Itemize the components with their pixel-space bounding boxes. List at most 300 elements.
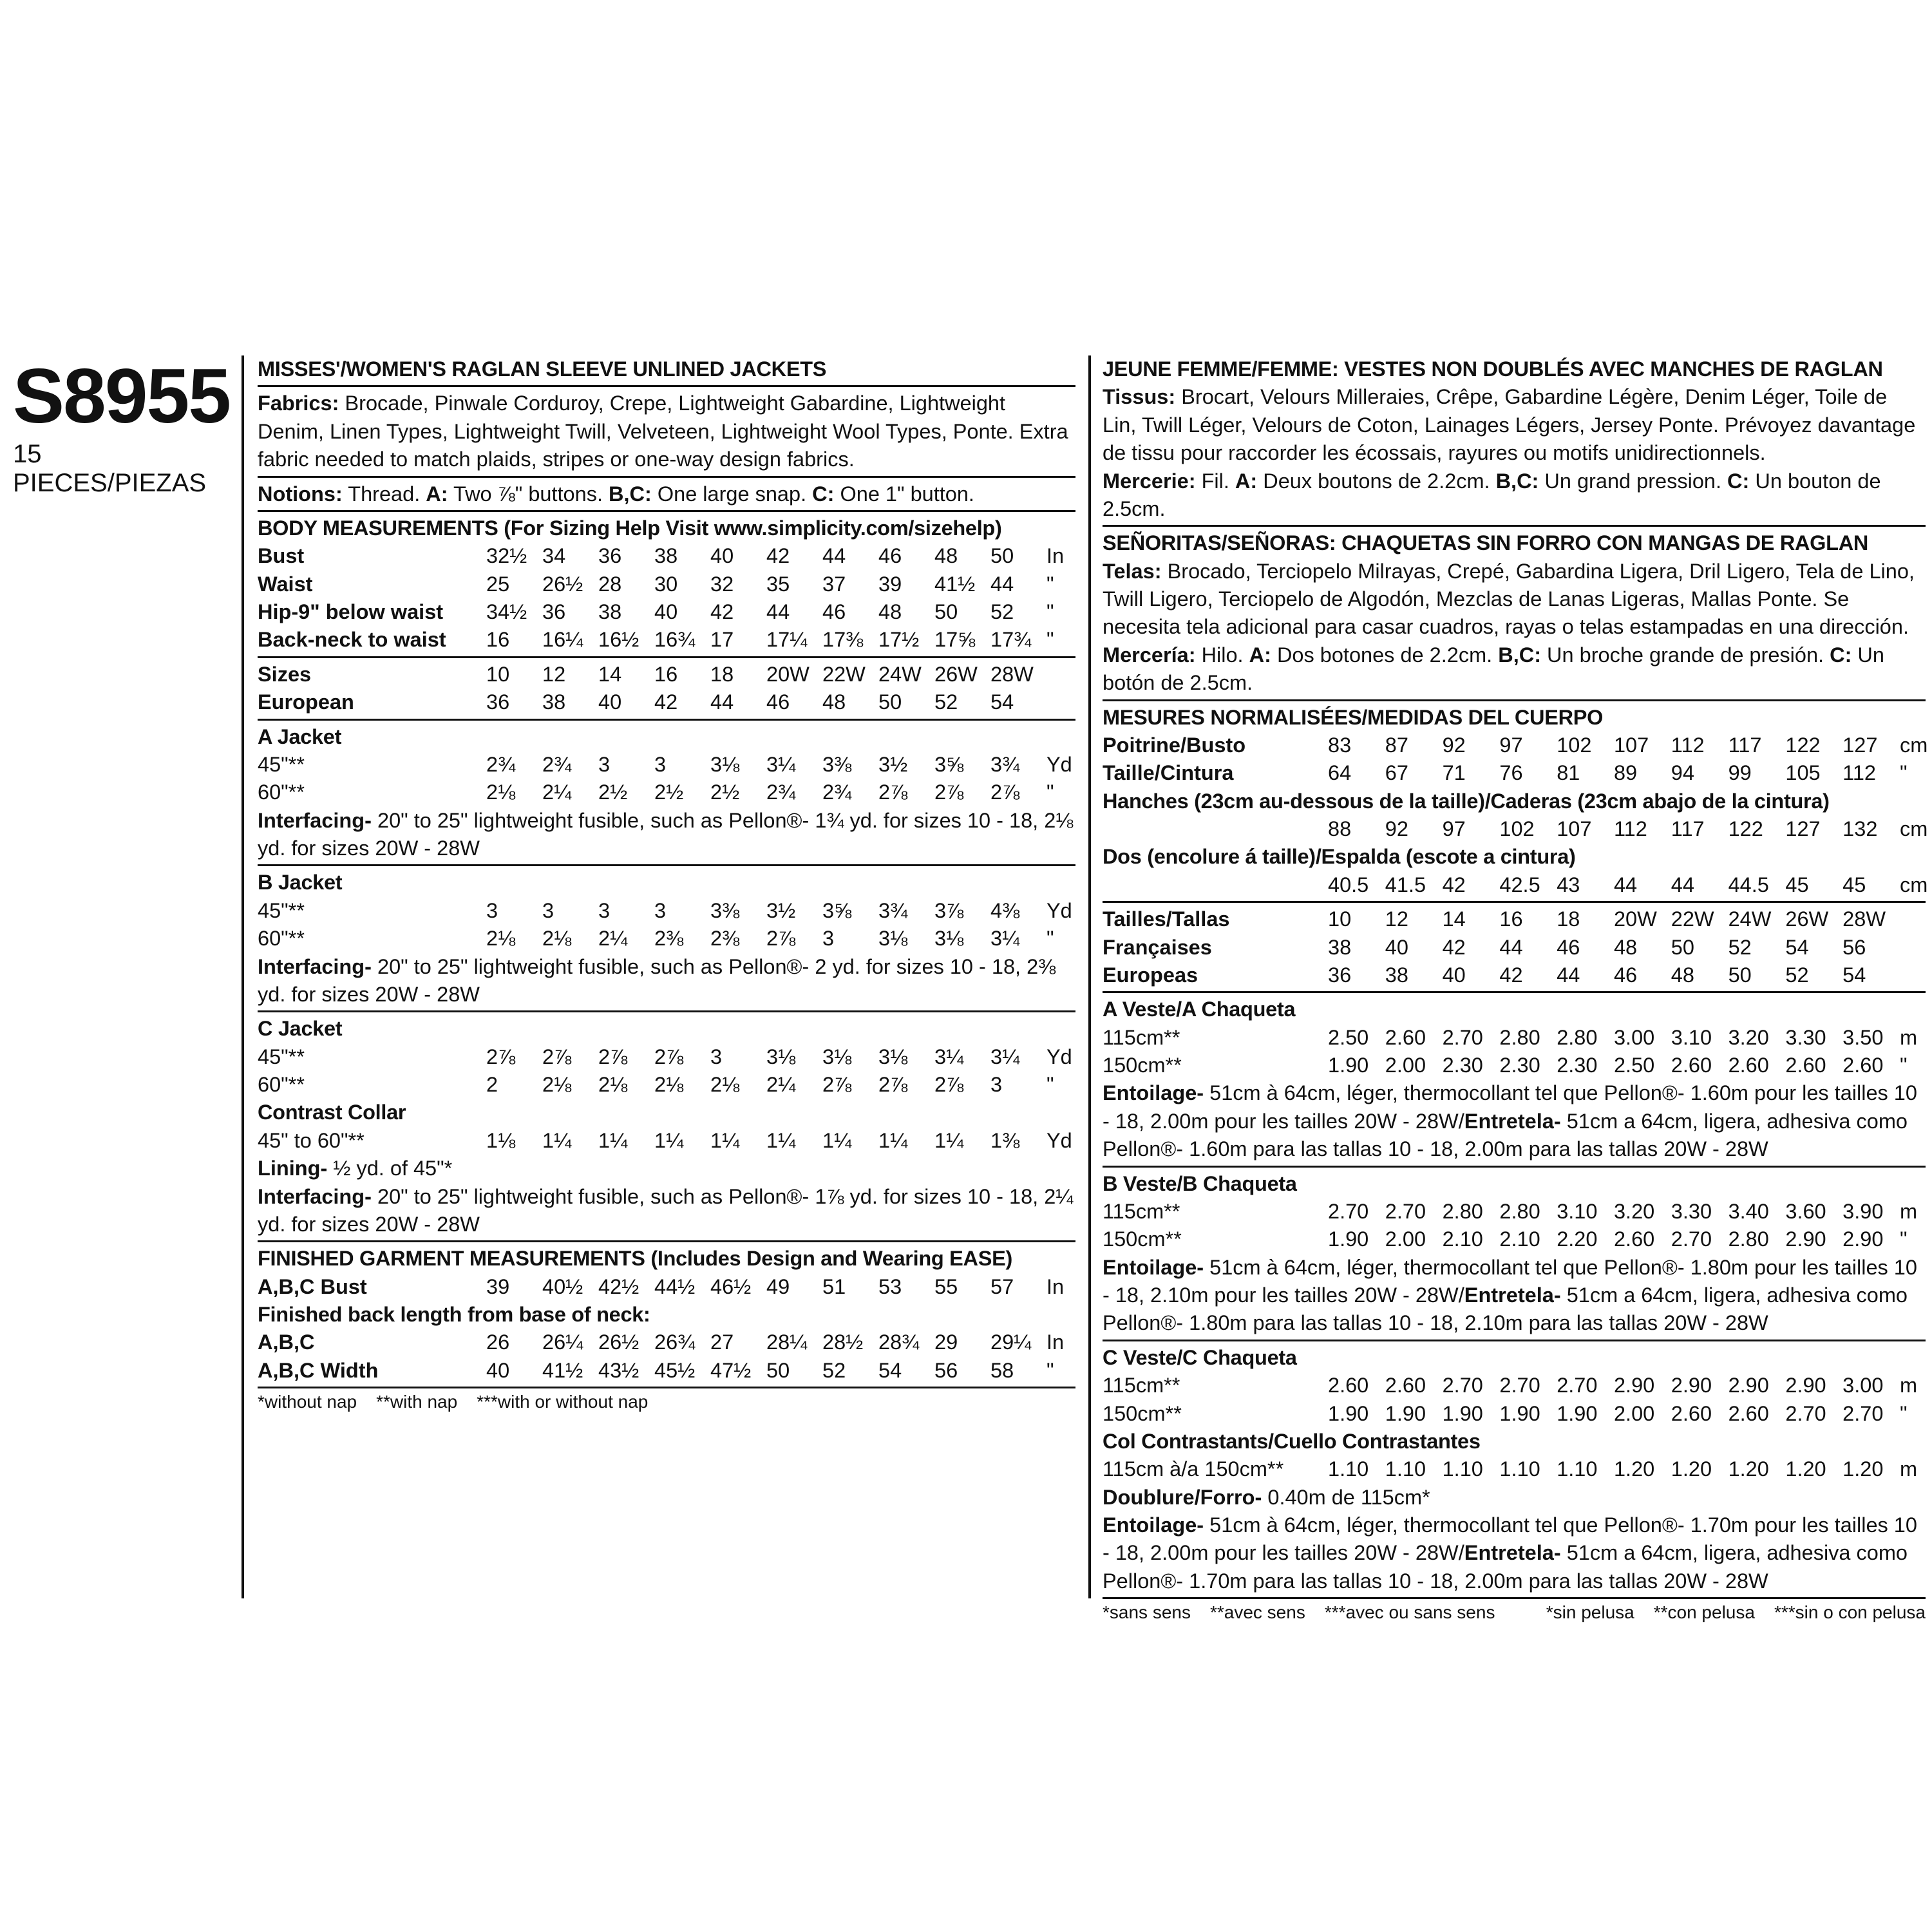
table-cell: 40½ xyxy=(542,1274,583,1298)
table-cell: 2¼ xyxy=(598,927,628,951)
c-veste-title: C Veste/C Chaqueta xyxy=(1103,1345,1297,1369)
sizes-table xyxy=(258,661,1075,717)
table-cell: 1¼ xyxy=(934,1128,964,1152)
table-cell: 1.90 xyxy=(1557,1401,1598,1425)
table-cell: 2.90 xyxy=(1728,1374,1769,1397)
divider xyxy=(1103,901,1926,903)
table-cell: 50 xyxy=(766,1358,790,1382)
divider xyxy=(258,385,1075,387)
doublure-text: Doublure/Forro- 0.40m de 115cm* xyxy=(1103,1485,1430,1509)
table-cell: 44 xyxy=(1557,963,1580,987)
table-cell: 1.10 xyxy=(1385,1457,1426,1481)
table-cell: 64 xyxy=(1328,761,1352,785)
pattern-number: S8955 xyxy=(13,353,230,439)
table-row xyxy=(258,779,1075,806)
row-label: 115cm** xyxy=(1103,1199,1180,1223)
table-cell: 26 xyxy=(486,1331,510,1354)
table-cell: 2.80 xyxy=(1442,1199,1483,1223)
table-row xyxy=(1103,815,1926,843)
row-label: Françaises xyxy=(1103,935,1212,959)
table-cell: 2.80 xyxy=(1557,1025,1598,1049)
table-cell: 36 xyxy=(598,544,622,568)
table-cell: 45 xyxy=(1842,873,1866,896)
divider xyxy=(1103,525,1926,527)
table-row xyxy=(1103,871,1926,899)
table-cell: 1¼ xyxy=(822,1128,852,1152)
table-cell: 40 xyxy=(486,1358,510,1382)
table-cell: 52 xyxy=(822,1358,846,1382)
table-row xyxy=(1103,961,1926,989)
table-cell: 3 xyxy=(654,752,667,776)
divider xyxy=(258,719,1075,721)
table-cell: 46 xyxy=(822,600,846,623)
finished-measurements-heading: FINISHED GARMENT MEASUREMENTS (Includes Design and Wearing EASE) xyxy=(258,1247,1012,1271)
table-cell: 52 xyxy=(1728,935,1752,959)
row-label xyxy=(1103,815,1328,843)
unit-cell: " xyxy=(1046,781,1054,804)
table-cell: 2.50 xyxy=(1613,1054,1655,1077)
table-row xyxy=(1103,1226,1926,1253)
c-veste-table xyxy=(1103,1372,1926,1428)
table-cell: 2⅞ xyxy=(934,1073,964,1096)
table-cell: 26¼ xyxy=(542,1331,583,1354)
measures-table xyxy=(1103,732,1926,788)
unit-cell xyxy=(1900,961,1926,989)
table-cell: 45 xyxy=(1785,873,1809,896)
table-cell: 46 xyxy=(766,690,790,714)
fr-es-footnotes xyxy=(1103,1600,1926,1624)
unit-cell: " xyxy=(1900,1401,1908,1425)
table-cell: 54 xyxy=(1785,935,1809,959)
table-cell: 3 xyxy=(654,898,667,922)
table-cell: 1¼ xyxy=(542,1128,572,1152)
table-cell: 83 xyxy=(1328,733,1352,757)
table-cell: 36 xyxy=(542,600,566,623)
table-cell: 38 xyxy=(654,544,678,568)
b-jacket-yardage-table xyxy=(258,897,1075,953)
a-jacket-yardage-table xyxy=(258,751,1075,807)
table-cell: 3⅞ xyxy=(934,898,964,922)
table-cell: 2⅜ xyxy=(654,927,684,951)
row-label: Europeas xyxy=(1103,963,1198,987)
table-cell: 16 xyxy=(486,628,510,652)
table-cell: 48 xyxy=(1671,963,1694,987)
footnotes-fr xyxy=(1103,1600,1514,1624)
table-cell: 52 xyxy=(990,600,1014,623)
table-cell: 3¾ xyxy=(990,752,1020,776)
table-cell: 46 xyxy=(878,544,902,568)
table-cell: 14 xyxy=(1442,907,1466,931)
table-cell: 40.5 xyxy=(1328,873,1369,896)
table-cell: 40 xyxy=(710,544,734,568)
row-label: A,B,C Bust xyxy=(258,1274,367,1298)
table-row xyxy=(1103,1052,1926,1079)
col-contrastants-title: Col Contrastants/Cuello Contrastantes xyxy=(1103,1429,1481,1453)
table-cell: 1⅜ xyxy=(990,1128,1020,1152)
table-cell: 107 xyxy=(1613,733,1649,757)
row-label: 45" to 60"** xyxy=(258,1128,365,1152)
table-cell: 2⅞ xyxy=(934,781,964,804)
table-cell: 28½ xyxy=(822,1331,864,1354)
unit-cell: cm xyxy=(1900,817,1928,840)
table-cell: 2.60 xyxy=(1613,1227,1655,1251)
table-cell: 2.80 xyxy=(1728,1227,1769,1251)
table-cell: 132 xyxy=(1842,817,1878,840)
table-cell: 44 xyxy=(766,600,790,623)
unit-cell: m xyxy=(1900,1025,1918,1049)
table-cell: 38 xyxy=(598,600,622,623)
table-cell: 2.70 xyxy=(1842,1401,1884,1425)
table-cell: 2¾ xyxy=(542,752,572,776)
table-cell: 2⅞ xyxy=(598,1045,628,1068)
c-jacket-yardage-table xyxy=(258,1043,1075,1099)
table-cell: 2.00 xyxy=(1385,1054,1426,1077)
unit-cell xyxy=(1046,661,1075,688)
table-cell: 2⅞ xyxy=(542,1045,572,1068)
merceria-text: Mercería: Hilo. A: Dos botones de 2.2cm. B,C: Un broche grande de presión. C: Un botón de 2.5cm. xyxy=(1103,643,1884,695)
unit-cell: " xyxy=(1900,1054,1908,1077)
table-cell: 3 xyxy=(710,1045,723,1068)
table-cell: 51 xyxy=(822,1274,846,1298)
table-row xyxy=(258,661,1075,688)
table-cell: 3¼ xyxy=(934,1045,964,1068)
notions-text: Notions: Thread. A: Two ⅞" buttons. B,C: One large snap. C: One 1" button. xyxy=(258,482,974,506)
table-cell: 2¼ xyxy=(766,1073,796,1096)
table-cell: 1.20 xyxy=(1671,1457,1712,1481)
table-cell: 22W xyxy=(822,662,866,686)
table-cell: 40 xyxy=(598,690,622,714)
table-cell: 3.90 xyxy=(1842,1199,1884,1223)
table-cell: 22W xyxy=(1671,907,1714,931)
divider xyxy=(1103,1597,1926,1599)
table-cell: 1¼ xyxy=(710,1128,740,1152)
tissus-text: Tissus: Brocart, Velours Milleraies, Crêpe, Gabardine Légère, Denim Léger, Toile de Lin, Twill Léger, Velours de Coton, Lainages Légers, Jersey Ponte. Prévoyez davantage de tissu pour raccorder les écossais, rayures ou motifs unidirectionnels. xyxy=(1103,385,1916,465)
table-row xyxy=(258,1071,1075,1099)
table-cell: 3⅛ xyxy=(878,1045,908,1068)
table-cell: 39 xyxy=(878,572,902,596)
table-cell: 112 xyxy=(1842,761,1876,785)
table-row xyxy=(258,751,1075,779)
table-cell: 35 xyxy=(766,572,790,596)
unit-cell: " xyxy=(1046,1358,1054,1382)
table-row xyxy=(258,598,1075,626)
unit-cell: " xyxy=(1046,1073,1054,1096)
table-cell: 2⅛ xyxy=(486,781,516,804)
unit-cell: Yd xyxy=(1046,1128,1072,1152)
spanish-title: SEÑORITAS/SEÑORAS: CHAQUETAS SIN FORRO CON MANGAS DE RAGLAN xyxy=(1103,531,1869,555)
table-row xyxy=(258,1043,1075,1071)
table-cell: 20W xyxy=(1613,907,1657,931)
table-cell: 40 xyxy=(1442,963,1466,987)
table-cell: 2.90 xyxy=(1613,1374,1655,1397)
table-cell: 39 xyxy=(486,1274,510,1298)
table-cell: 2⅞ xyxy=(654,1045,684,1068)
table-cell: 49 xyxy=(766,1274,790,1298)
table-cell: 17¾ xyxy=(990,628,1032,652)
row-label: Hip-9" below waist xyxy=(258,600,444,623)
table-cell: 37 xyxy=(822,572,846,596)
table-cell: 2⅛ xyxy=(710,1073,740,1096)
finished-bust-table xyxy=(258,1273,1075,1301)
table-cell: 107 xyxy=(1557,817,1592,840)
table-cell: 47½ xyxy=(710,1358,752,1382)
table-row xyxy=(1103,1455,1926,1483)
divider-middle xyxy=(1088,355,1091,1598)
table-cell: 42½ xyxy=(598,1274,639,1298)
footnote: ***sin o con pelusa xyxy=(1774,1602,1926,1623)
table-cell: 2⅞ xyxy=(878,1073,908,1096)
table-cell: 2½ xyxy=(654,781,684,804)
unit-cell: cm xyxy=(1900,733,1928,757)
row-label: 60"** xyxy=(258,927,305,951)
row-label: 45"** xyxy=(258,752,305,776)
unit-cell: cm xyxy=(1900,873,1928,896)
row-label: 60"** xyxy=(258,781,305,804)
row-label: Sizes xyxy=(258,662,312,686)
table-cell: 2.70 xyxy=(1557,1374,1598,1397)
table-cell: 42 xyxy=(1442,873,1466,896)
table-row xyxy=(1103,1400,1926,1428)
table-cell: 56 xyxy=(934,1358,958,1382)
table-cell: 26½ xyxy=(598,1331,639,1354)
table-cell: 3.20 xyxy=(1728,1025,1769,1049)
table-cell: 52 xyxy=(1785,963,1809,987)
table-row xyxy=(258,897,1075,925)
table-cell: 1.90 xyxy=(1328,1054,1369,1077)
table-cell: 3¼ xyxy=(990,1045,1020,1068)
a-veste-title: A Veste/A Chaqueta xyxy=(1103,998,1296,1021)
table-cell: 2.60 xyxy=(1842,1054,1884,1077)
table-cell: 3.10 xyxy=(1557,1199,1598,1223)
table-cell: 2.90 xyxy=(1842,1227,1884,1251)
unit-cell xyxy=(1046,688,1075,716)
table-cell: 26W xyxy=(1785,907,1829,931)
table-cell: 18 xyxy=(1557,907,1580,931)
footnote: ***with or without nap xyxy=(477,1392,649,1412)
table-cell: 32 xyxy=(710,572,734,596)
table-cell: 29¼ xyxy=(990,1331,1032,1354)
table-cell: 3¼ xyxy=(766,752,796,776)
row-label xyxy=(1103,871,1328,899)
table-cell: 2.70 xyxy=(1385,1199,1426,1223)
table-cell: 28W xyxy=(990,662,1034,686)
table-cell: 2¾ xyxy=(486,752,516,776)
table-cell: 2.60 xyxy=(1728,1401,1769,1425)
table-cell: 127 xyxy=(1842,733,1878,757)
table-cell: 50 xyxy=(1728,963,1752,987)
tailles-table xyxy=(1103,905,1926,989)
table-cell: 46½ xyxy=(710,1274,752,1298)
table-cell: 2 xyxy=(486,1073,498,1096)
table-row xyxy=(258,925,1075,952)
table-cell: 34 xyxy=(542,544,566,568)
table-cell: 24W xyxy=(1728,907,1772,931)
table-cell: 1.20 xyxy=(1728,1457,1769,1481)
table-cell: 54 xyxy=(878,1358,902,1382)
footnote: **con pelusa xyxy=(1653,1602,1755,1623)
table-cell: 87 xyxy=(1385,733,1408,757)
table-cell: 50 xyxy=(990,544,1014,568)
table-cell: 2.70 xyxy=(1442,1025,1483,1049)
body-measurements-heading: BODY MEASUREMENTS (For Sizing Help Visit www.simplicity.com/sizehelp) xyxy=(258,516,1002,540)
row-label: 150cm** xyxy=(1103,1054,1182,1077)
row-label: Taille/Cintura xyxy=(1103,761,1234,785)
table-cell: 18 xyxy=(710,662,734,686)
a-jacket-interfacing: Interfacing- 20" to 25" lightweight fusible, such as Pellon®- 1¾ yd. for sizes 10 - 18, 2⅛ yd. for sizes 20W - 28W xyxy=(258,808,1074,860)
table-cell: 2¾ xyxy=(822,781,852,804)
table-cell: 97 xyxy=(1499,733,1523,757)
table-cell: 32½ xyxy=(486,544,527,568)
table-cell: 2.70 xyxy=(1499,1374,1540,1397)
table-row xyxy=(258,542,1075,570)
table-cell: 44½ xyxy=(654,1274,696,1298)
divider xyxy=(1103,699,1926,701)
table-cell: 12 xyxy=(1385,907,1408,931)
table-row xyxy=(1103,934,1926,961)
row-label: European xyxy=(258,690,354,714)
table-cell: 54 xyxy=(990,690,1014,714)
table-cell: 44 xyxy=(1499,935,1523,959)
table-cell: 48 xyxy=(822,690,846,714)
table-cell: 2.30 xyxy=(1557,1054,1598,1077)
contrast-collar-table xyxy=(258,1127,1075,1155)
table-row xyxy=(1103,1372,1926,1399)
table-cell: 41½ xyxy=(934,572,976,596)
table-cell: 2.00 xyxy=(1613,1401,1655,1425)
table-cell: 44 xyxy=(710,690,734,714)
table-cell: 2.00 xyxy=(1385,1227,1426,1251)
table-cell: 76 xyxy=(1499,761,1523,785)
table-cell: 2.70 xyxy=(1785,1401,1826,1425)
table-cell: 71 xyxy=(1442,761,1466,785)
pieces-count: 15 PIECES/PIEZAS xyxy=(13,440,207,497)
table-cell: 2½ xyxy=(598,781,628,804)
unit-cell: " xyxy=(1046,927,1054,951)
table-cell: 3.30 xyxy=(1671,1199,1712,1223)
table-cell: 81 xyxy=(1557,761,1580,785)
hanches-label: Hanches (23cm au-dessous de la taille)/Caderas (23cm abajo de la cintura) xyxy=(1103,789,1830,813)
table-cell: 26½ xyxy=(542,572,583,596)
telas-text: Telas: Brocado, Terciopelo Milrayas, Crepé, Gabardina Ligera, Dril Ligero, Tela de Lino, Twill Ligero, Terciopelo de Algodón, Mezclas de Lanas Ligeras, Mallas Ponte. Se necesita tela adicional para casar cuadros, rayas o telas estampadas en una dirección. xyxy=(1103,559,1915,639)
table-row xyxy=(258,1273,1075,1301)
table-cell: 52 xyxy=(934,690,958,714)
table-cell: 3.50 xyxy=(1842,1025,1884,1049)
table-cell: 28¾ xyxy=(878,1331,920,1354)
table-cell: 2.70 xyxy=(1328,1199,1369,1223)
table-cell: 42 xyxy=(766,544,790,568)
table-cell: 36 xyxy=(486,690,510,714)
fabrics-text: Fabrics: Brocade, Pinwale Corduroy, Crepe, Lightweight Gabardine, Lightweight Denim, Linen Types, Lightweight Twill, Velveteen, Lightweight Wool Types, Ponte. Extra fabric needed to match plaids, stripes or one-way design fabrics. xyxy=(258,392,1068,471)
table-cell: 1.20 xyxy=(1613,1457,1655,1481)
c-veste-entoilage: Entoilage- 51cm à 64cm, léger, thermocollant tel que Pellon®- 1.70m pour les tailles 10 - 18, 2.00m pour les tailles 20W - 28W/Entretela- 51cm a 64cm, ligera, adhesiva como Pellon®- 1.70m para las tallas 10 - 18, 2.00m para las tallas 20W - 28W xyxy=(1103,1513,1917,1593)
table-cell: 1.10 xyxy=(1557,1457,1598,1481)
mercerie-text: Mercerie: Fil. A: Deux boutons de 2.2cm. B,C: Un grand pression. C: Un bouton de 2.5cm. xyxy=(1103,469,1881,520)
table-cell: 2⅞ xyxy=(766,927,796,951)
table-cell: 2.30 xyxy=(1442,1054,1483,1077)
table-cell: 2.90 xyxy=(1671,1374,1712,1397)
back-length-title: Finished back length from base of neck: xyxy=(258,1303,650,1326)
table-cell: 1.10 xyxy=(1442,1457,1483,1481)
table-cell: 3⅝ xyxy=(822,898,852,922)
table-cell: 3.60 xyxy=(1785,1199,1826,1223)
table-cell: 2.70 xyxy=(1442,1374,1483,1397)
unit-cell: In xyxy=(1046,1274,1065,1298)
table-cell: 1.90 xyxy=(1328,1227,1369,1251)
table-row xyxy=(1103,905,1926,933)
divider xyxy=(258,864,1075,866)
table-cell: 17½ xyxy=(878,628,920,652)
table-cell: 122 xyxy=(1728,817,1763,840)
divider xyxy=(258,476,1075,478)
table-row xyxy=(258,626,1075,654)
table-cell: 2.60 xyxy=(1671,1401,1712,1425)
table-cell: 2.50 xyxy=(1328,1025,1369,1049)
table-cell: 1¼ xyxy=(654,1128,684,1152)
table-cell: 97 xyxy=(1442,817,1466,840)
table-row xyxy=(1103,1024,1926,1052)
b-veste-title: B Veste/B Chaqueta xyxy=(1103,1171,1297,1195)
table-cell: 30 xyxy=(654,572,678,596)
table-cell: 2.30 xyxy=(1499,1054,1540,1077)
divider xyxy=(1103,1340,1926,1341)
divider xyxy=(258,1387,1075,1388)
table-cell: 3 xyxy=(486,898,498,922)
table-cell: 3 xyxy=(598,898,611,922)
table-cell: 42 xyxy=(710,600,734,623)
row-label: 60"** xyxy=(258,1073,305,1096)
table-cell: 17 xyxy=(710,628,734,652)
table-cell: 3 xyxy=(990,1073,1003,1096)
table-cell: 2.60 xyxy=(1671,1054,1712,1077)
table-cell: 2⅞ xyxy=(822,1073,852,1096)
table-cell: 3.00 xyxy=(1613,1025,1655,1049)
table-cell: 1¼ xyxy=(766,1128,796,1152)
table-cell: 2¾ xyxy=(766,781,796,804)
table-cell: 2⅛ xyxy=(542,1073,572,1096)
table-cell: 2.10 xyxy=(1499,1227,1540,1251)
b-veste-table xyxy=(1103,1198,1926,1254)
table-cell: 16 xyxy=(654,662,678,686)
table-cell: 3⅛ xyxy=(934,927,964,951)
contrast-collar-title: Contrast Collar xyxy=(258,1101,406,1124)
footnote: *without nap xyxy=(258,1392,357,1412)
b-jacket-interfacing: Interfacing- 20" to 25" lightweight fusible, such as Pellon®- 2 yd. for sizes 10 - 18, 2⅜ yd. for sizes 20W - 28W xyxy=(258,954,1056,1006)
unit-cell: Yd xyxy=(1046,752,1072,776)
table-row xyxy=(258,571,1075,598)
c-jacket-title: C Jacket xyxy=(258,1017,343,1041)
table-cell: 17⅝ xyxy=(934,628,976,652)
table-cell: 44 xyxy=(990,572,1014,596)
table-cell: 112 xyxy=(1613,817,1647,840)
table-cell: 99 xyxy=(1728,761,1752,785)
b-veste-entoilage: Entoilage- 51cm à 64cm, léger, thermocollant tel que Pellon®- 1.80m pour les tailles 10 - 18, 2.10m pour les tailles 20W - 28W/Entretela- 51cm a 64cm, ligera, adhesiva como Pellon®- 1.80m para las tallas 10 - 18, 2.10m para las tallas 20W - 28W xyxy=(1103,1255,1917,1335)
unit-cell: In xyxy=(1046,1331,1065,1354)
table-cell: 14 xyxy=(598,662,622,686)
dos-table xyxy=(1103,871,1926,899)
divider xyxy=(1103,991,1926,993)
table-cell: 3⅛ xyxy=(822,1045,852,1068)
row-label: Poitrine/Busto xyxy=(1103,733,1246,757)
footnote: **avec sens xyxy=(1209,1602,1305,1623)
table-cell: 1.90 xyxy=(1385,1401,1426,1425)
table-cell: 94 xyxy=(1671,761,1694,785)
table-cell: 43½ xyxy=(598,1358,639,1382)
row-label: Back-neck to waist xyxy=(258,628,446,652)
unit-cell: " xyxy=(1046,628,1054,652)
table-cell: 38 xyxy=(1385,963,1408,987)
table-cell: 2.90 xyxy=(1785,1374,1826,1397)
table-cell: 2⅞ xyxy=(990,781,1020,804)
